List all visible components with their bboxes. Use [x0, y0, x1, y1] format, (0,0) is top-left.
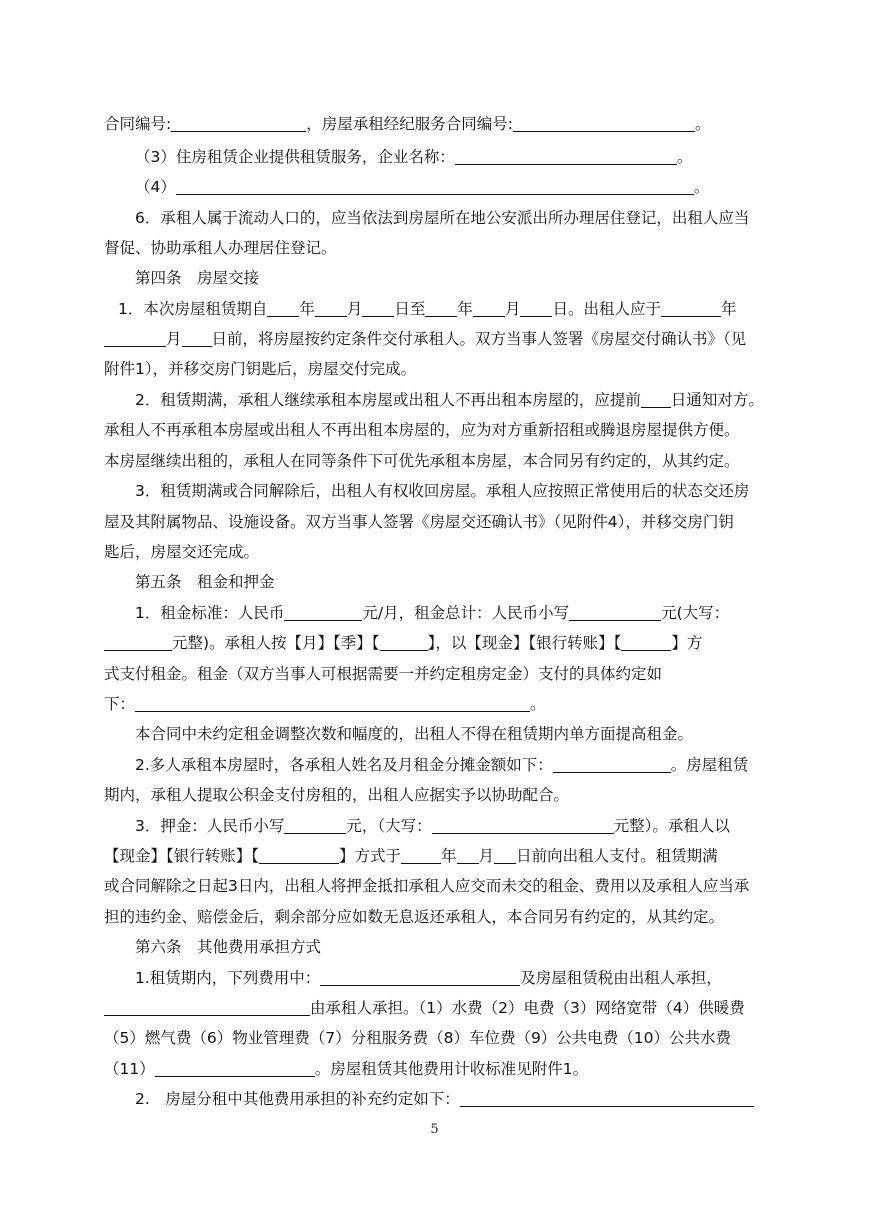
floating-population-line-2: 督促、协助承租人办理居住登记。: [104, 239, 337, 257]
rent-line-4: 下： 。: [104, 695, 546, 713]
tenant-share-blank[interactable]: [553, 754, 671, 773]
contract-number-blank[interactable]: [171, 113, 306, 132]
payment-period-blank[interactable]: [380, 632, 428, 651]
fees-line-3: （5）燃气费（6）物业管理费（7）分租服务费（8）车位费（9）公共电费（10）公共水费: [104, 1029, 732, 1047]
contract-number-line: 合同编号: ，房屋承租经纪服务合同编号: 。: [104, 115, 711, 133]
rental-company-line: （3）住房租赁企业提供租赁服务，企业名称： 。: [135, 148, 693, 166]
start-year-blank[interactable]: [267, 298, 299, 317]
start-month-blank[interactable]: [315, 298, 347, 317]
article-5-heading: 第五条 租金和押金: [135, 573, 275, 591]
deposit-month-blank[interactable]: [457, 845, 479, 864]
sublet-fees-line: 2. 房屋分租中其他费用承担的补充约定如下：: [104, 1087, 766, 1111]
house-return-line-3: 匙后，房屋交还完成。: [104, 543, 260, 561]
monthly-rent-blank[interactable]: [284, 602, 362, 621]
house-return-line-2: 屋及其附属物品、设施设备。双方当事人签署《房屋交还确认书》（见附件4），并移交房门钥: [104, 513, 734, 531]
notice-days-blank[interactable]: [641, 389, 671, 408]
lease-term-line-1: 1．本次房屋租赁期自 年 月 日至 年 月 日。出租人应于 年: [118, 300, 737, 318]
end-day-blank[interactable]: [520, 298, 552, 317]
start-day-blank[interactable]: [362, 298, 394, 317]
article-6-heading: 第六条 其他费用承担方式: [135, 938, 322, 956]
rent-line-2: 元整)。承租人按【月】【季】【 】，以【现金】【银行转账】【 】方: [104, 631, 766, 655]
multi-tenant-line-2: 期内，承租人提取公积金支付房租的，出租人应据实予以协助配合。: [104, 786, 570, 804]
fees-line-1: 1.租赁期内，下列费用中： 及房屋租赁税由出租人承担，: [135, 969, 722, 987]
deposit-line-1: 3．押金：人民币小写 元，（大写： 元整）。承租人以: [135, 817, 730, 835]
delivery-month-blank[interactable]: [104, 328, 166, 347]
total-rent-blank[interactable]: [569, 602, 661, 621]
rent-line-3: 式支付租金。租金（双方当事人可根据需要一并约定租房定金）支付的具体约定如: [104, 665, 663, 683]
tenant-fees-blank[interactable]: [104, 997, 310, 1016]
house-return-line-1: 3．租赁期满或合同解除后，出租人有权收回房屋。承租人应按照正常使用后的状态交还房: [135, 482, 750, 500]
deposit-words-blank[interactable]: [432, 815, 614, 834]
delivery-day-blank[interactable]: [182, 328, 212, 347]
end-month-blank[interactable]: [473, 298, 505, 317]
page-number: 5: [430, 1122, 439, 1137]
deposit-method-blank[interactable]: [259, 845, 339, 864]
delivery-year-blank[interactable]: [661, 298, 721, 317]
end-year-blank[interactable]: [425, 298, 457, 317]
deposit-amount-blank[interactable]: [284, 815, 346, 834]
agency-contract-number-blank[interactable]: [513, 113, 695, 132]
other-fee-blank[interactable]: [155, 1058, 315, 1077]
deposit-line-4: 担的违约金、赔偿金后，剩余部分应如数无息返还承租人，本合同另有约定的，从其约定。: [104, 908, 725, 926]
item-4-line: （4） 。: [135, 178, 710, 196]
lease-expiry-line-1: 2．租赁期满，承租人继续承租本房屋或出租人不再出租本房屋的，应提前 日通知对方。: [135, 391, 764, 409]
company-name-blank[interactable]: [455, 146, 677, 165]
sublet-fees-blank[interactable]: [460, 1088, 754, 1107]
payment-method-blank[interactable]: [621, 632, 671, 651]
rent-payment-details-blank[interactable]: [135, 693, 530, 712]
lease-term-line-2: 月 日前，将房屋按约定条件交付承租人。双方当事人签署《房屋交付确认书》（见: [104, 327, 766, 351]
item-4-blank[interactable]: [176, 176, 694, 195]
lease-expiry-line-2: 承租人不再承租本房屋或出租人不再出租本房屋的，应为对方重新招租或腾退房屋提供方便。: [104, 421, 740, 439]
floating-population-line-1: 6．承租人属于流动人口的，应当依法到房屋所在地公安派出所办理居住登记，出租人应当: [135, 209, 750, 227]
fees-line-2: 由承租人承担。（1）水费（2）电费（3）网络宽带（4）供暖费: [104, 996, 766, 1020]
landlord-fees-blank[interactable]: [320, 967, 520, 986]
rent-line-1: 1．租金标准：人民币 元/月，租金总计：人民币小写 元(大写：: [135, 604, 730, 622]
deposit-line-3: 或合同解除之日起3日内，出租人将押金抵扣承租人应交而未交的租金、费用以及承租人应当承: [104, 877, 750, 895]
deposit-day-blank[interactable]: [494, 845, 516, 864]
rent-adjustment-line: 本合同中未约定租金调整次数和幅度的，出租人不得在租赁期内单方面提高租金。: [135, 725, 694, 743]
lease-term-line-3: 附件1），并移交房门钥匙后，房屋交付完成。: [104, 360, 417, 378]
deposit-line-2: 【现金】【银行转账】【 】方式于 年 月 日前向出租人支付。租赁期满: [104, 847, 718, 865]
lease-expiry-line-3: 本房屋继续出租的，承租人在同等条件下可优先承租本房屋，本合同另有约定的，从其约定。: [104, 452, 740, 470]
fees-line-4: （11） 。房屋租赁其他费用计收标准见附件1。: [104, 1060, 589, 1078]
total-rent-words-blank[interactable]: [104, 632, 172, 651]
multi-tenant-line-1: 2.多人承租本房屋时，各承租人姓名及月租金分摊金额如下： 。房屋租赁: [135, 756, 749, 774]
article-4-heading: 第四条 房屋交接: [135, 269, 260, 287]
deposit-year-blank[interactable]: [401, 845, 441, 864]
